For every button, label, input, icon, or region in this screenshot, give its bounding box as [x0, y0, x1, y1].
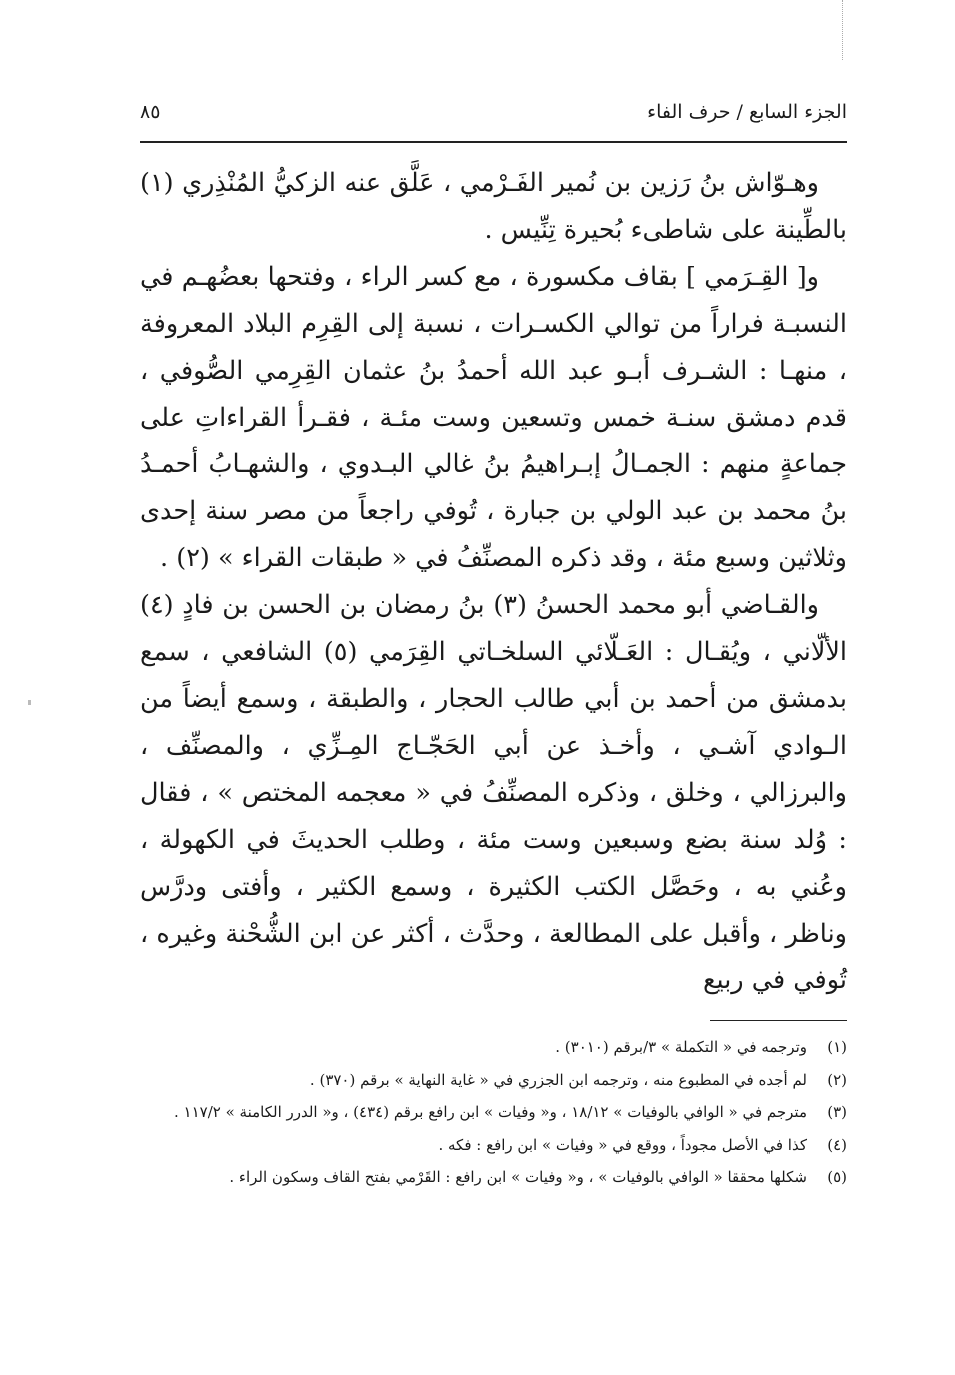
footnote-text: لم أجده في المطبوع منه ، وترجمه ابن الجزري في « غاية النهاية » برقم (٣٧٠) .	[309, 1070, 807, 1089]
footnote-number: (٥)	[827, 1168, 847, 1186]
footnote-number: (٢)	[827, 1070, 847, 1089]
footnote-item	[140, 1131, 847, 1160]
footnotes	[140, 1033, 847, 1196]
footnote-text: شكلها محققا « الوافي بالوفيات » ، و« وفيات » ابن رافع : القَرْمي بفتح القاف وسكون الراء .	[229, 1168, 807, 1186]
page-header	[140, 92, 847, 132]
footnote-item	[140, 1033, 847, 1062]
main-text	[140, 160, 847, 1004]
footnote-item	[140, 1066, 847, 1095]
footnote-rule	[710, 1020, 847, 1021]
footnote-number: (٤)	[827, 1135, 847, 1154]
scan-speck	[28, 700, 31, 705]
margin-dotted-line	[842, 0, 845, 60]
footnote-item	[140, 1163, 847, 1192]
footnote-text: وترجمه في « التكملة » ٣/برقم (٣٠١٠) .	[555, 1038, 807, 1056]
footnote-text: كذا في الأصل مجوداً ، ووقع في « وفيات » ابن رافع : فكه .	[438, 1135, 807, 1154]
footnote-item	[140, 1098, 847, 1127]
header-rule	[140, 141, 847, 143]
page-number: ٨٥	[140, 101, 161, 123]
footnote-text: مترجم في « الوافي بالوفيات » ١٨/١٢ ، و« وفيات » ابن رافع برقم (٤٣٤) ، و« الدرر الكامنة » ١١٧/٢ .	[174, 1103, 807, 1121]
running-title: الجزء السابع / حرف الفاء	[647, 101, 847, 123]
footnote-number: (١)	[827, 1038, 847, 1056]
paragraph: وهـوّاش بنُ رَزين بن نُمير الفَـرْمي ، عَلَّق عنه الزكيُّ المُنْذِري (١) بالطِّينة على شاطىء بُحيرة تِنِّيس .	[140, 168, 847, 245]
paragraph: والقـاضي أبو محمد الحسنُ (٣) بنُ رمضان بن الحسن بن فادٍ (٤) الألّاني ، ويُقـال : العَـلّائي السلخـاتي القِرَمي (٥) الشافعي ، سمع بدمشق من أحمد بن أبي طالب الحجار ، والطبقة ، وسمع أيضاً من الـوادي آشـي ، وأخـذ عن أبي الحَجّـاج المِـزِّي ، والمصنِّف ، والبرزالي ، وخلق ، وذكره المصنِّفُ في « معجمه المختص » ، فقال : وُلد سنة بضع وسبعين وست مئة ، وطلب الحديثَ في الكهولة ، وعُني به ، وحَصَّل الكتب الكثيرة ، وسمع الكثير ، وأفتى ودرَّس وناظر ، وأقبل على المطالعة ، وحدَّث ، أكثر عن ابن الشُّحْنة وغيره ، تُوفي في ربيع	[140, 590, 848, 996]
footnote-number: (٣)	[827, 1103, 847, 1121]
paragraph: و[ القِـرَمي ] بقاف مكسورة ، مع كسر الراء ، وفتحها بعضُهـم في النسبـة فراراً من توالي الكسـرات ، نسبة إلى القِرِم البلاد المعروفة ، منهـا : الشـرف أبـو عبد الله أحمدُ بنُ عثمان القِرِمي الصُّوفي ، قدم دمشق سنـة خمس وتسعين وست مئـة ، فقـرأ القراءاتِ على جماعةٍ منهم : الجمـالُ إبـراهيمُ بنُ غالي البـدوي ، والشهـابُ أحمـدُ بنُ محمد بن عبد الولي بن جبارة ، تُوفي راجعاً من مصر سنة إحدى وثلاثين وسبع مئة ، وقد ذكره المصنِّفُ في « طبقات القراء » (٢) .	[140, 261, 847, 574]
